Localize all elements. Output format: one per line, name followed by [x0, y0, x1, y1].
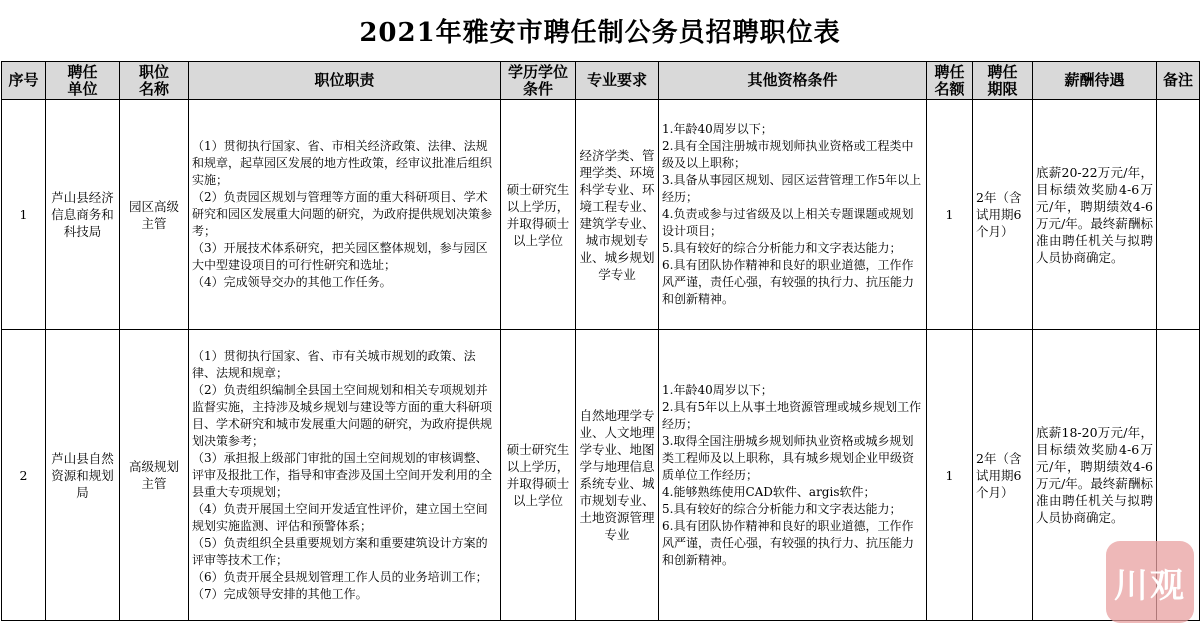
row-term: 2年（含试用期6个月） [973, 100, 1033, 330]
header-duties: 职位职责 [189, 62, 501, 100]
header-salary: 薪酬待遇 [1033, 62, 1157, 100]
row-seq: 2 [2, 330, 46, 621]
header-degree: 学历学位 条件 [501, 62, 576, 100]
header-unit: 聘任 单位 [46, 62, 120, 100]
row-salary: 底薪20-22万元/年，目标绩效奖励4-6万元/年，聘期绩效4-6万元/年。最终薪酬标准由聘任机关与拟聘人员协商确定。 [1033, 100, 1157, 330]
row-duties: （1）贯彻执行国家、省、市相关经济政策、法律、法规和规章，起草园区发展的地方性政策，经审议批准后组织实施； （2）负责园区规划与管理等方面的重大科研项目、学术研究和园区发展重大问题的研究，为政府提供规划决策参考； （3）开展技术体系研究，把关园区整体规划，参与园区大中型建设项目的可行性研究和选址； （4）完成领导交办的其他工作任务。 [189, 100, 501, 330]
row-quals: 1.年龄40周岁以下； 2.具有全国注册城市规划师执业资格或工程类中级及以上职称； 3.具备从事园区规划、园区运营管理工作5年以上经历； 4.负责或参与过省级及以上相关专题课题或规划设计项目； 5.具有较好的综合分析能力和文字表达能力； 6.具有团队协作精神和良好的职业道德，工作作风严谨，责任心强，有较强的执行力、抗压能力和创新精神。 [659, 100, 927, 330]
row-remark [1157, 100, 1200, 330]
table-row [2, 330, 1200, 621]
row-duties: （1）贯彻执行国家、省、市有关城市规划的政策、法律、法规和规章； （2）负责组织编制全县国土空间规划和相关专项规划并监督实施，主持涉及城乡规划与建设等方面的重大科研项目、学术研究和城市发展重大问题的研究，为政府提供规划决策参考； （3）承担报上级部门审批的国土空间规划的审核调整、评审及报批工作，指导和审查涉及国土空间开发利用的全县重大专项规划； （4）负责开展国土空间开发适宜性评价，建立国土空间规划实施监测、评估和预警体系； （5）负责组织全县重要规划方案和重要建筑设计方案的评审等技术工作； （6）负责开展全县规划管理工作人员的业务培训工作； （7）完成领导安排的其他工作。 [189, 330, 501, 621]
row-position: 园区高级主管 [120, 100, 189, 330]
row-degree: 硕士研究生以上学历，并取得硕士以上学位 [501, 100, 576, 330]
watermark-logo: 川观 [1106, 541, 1194, 623]
row-term: 2年（含试用期6个月） [973, 330, 1033, 621]
row-major: 经济学类、管理学类、环境科学专业、环境工程专业、建筑学专业、城市规划专业、城乡规划学专业 [576, 100, 659, 330]
header-quals: 其他资格条件 [659, 62, 927, 100]
row-quota: 1 [927, 330, 973, 621]
header-quota: 聘任 名额 [927, 62, 973, 100]
header-position: 职位 名称 [120, 62, 189, 100]
positions-table [1, 61, 1200, 621]
header-seq: 序号 [2, 62, 46, 100]
row-position: 高级规划主管 [120, 330, 189, 621]
table-header-row [2, 62, 1200, 100]
row-quota: 1 [927, 100, 973, 330]
row-quals: 1.年龄40周岁以下； 2.具有5年以上从事土地资源管理或城乡规划工作经历； 3.取得全国注册城乡规划师执业资格或城乡规划类工程师及以上职称，具有城乡规划企业甲级资质单位工作经历； 4.能够熟练使用CAD软件、argis软件； 5.具有较好的综合分析能力和文字表达能力； 6.具有团队协作精神和良好的职业道德，工作作风严谨，责任心强，有较强的执行力、抗压能力和创新精神。 [659, 330, 927, 621]
row-seq: 1 [2, 100, 46, 330]
header-remark: 备注 [1157, 62, 1200, 100]
row-salary: 底薪18-20万元/年，目标绩效奖励4-6万元/年，聘期绩效4-6万元/年。最终薪酬标准由聘任机关与拟聘人员协商确定。 [1033, 330, 1157, 621]
page-title: 2021年雅安市聘任制公务员招聘职位表 [359, 18, 841, 48]
row-major: 自然地理学专业、人文地理学专业、地图学与地理信息系统专业、城市规划专业、土地资源管理专业 [576, 330, 659, 621]
table-row [2, 100, 1200, 330]
row-degree: 硕士研究生以上学历，并取得硕士以上学位 [501, 330, 576, 621]
header-term: 聘任 期限 [973, 62, 1033, 100]
header-major: 专业要求 [576, 62, 659, 100]
row-unit: 芦山县经济信息商务和科技局 [46, 100, 120, 330]
row-unit: 芦山县自然资源和规划局 [46, 330, 120, 621]
